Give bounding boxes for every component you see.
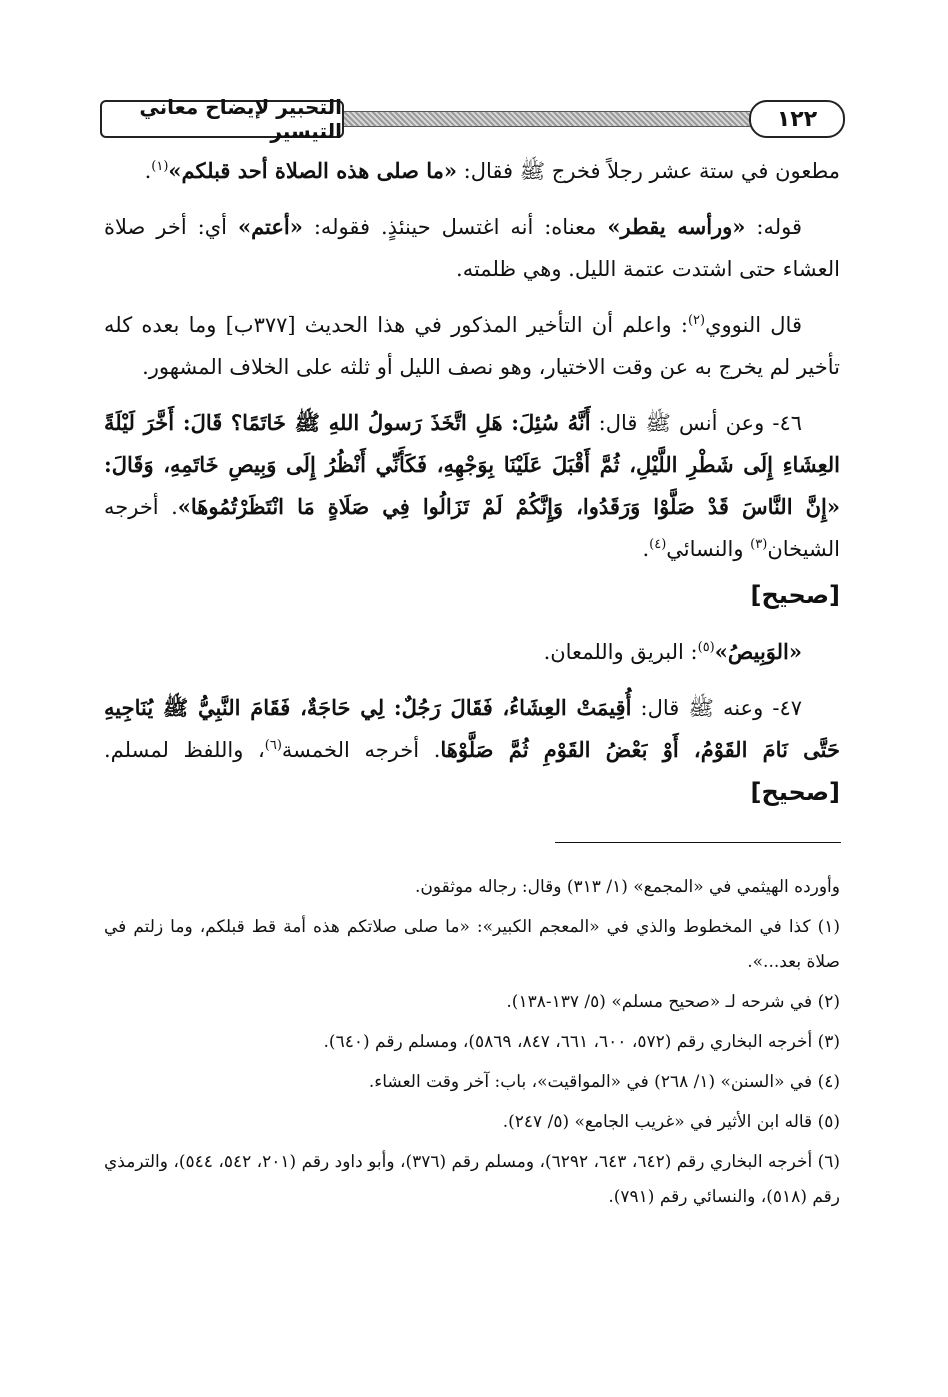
header-ornament-band xyxy=(340,111,750,127)
footnote-ref: (٦) xyxy=(264,738,282,753)
grade-sahih: [صحيح] xyxy=(750,581,840,609)
footnotes xyxy=(104,870,840,1220)
definition: «الوَبِيصُ»$^{(٥)}$: البريق واللمعان. xyxy=(543,639,802,664)
hadith-text: أَنَّهُ سُئِلَ: هَلِ اتَّخَذَ رَسولُ اللهِ ﷺ خَاتَمًا؟ قَالَ: أَخَّرَ لَيْلَةً العِشَاءِ إِلَى شَطْرِ اللَّيْلِ، ثُمَّ أَقْبَلَ عَلَيْنَا بِوَجْهِهِ، فَكَأَنِّي أَنْظُرُ إِلَى وَبِيصِ خَاتَمِهِ، وَقَالَ: «إِنَّ النَّاسَ قَدْ صَلَّوْا وَرَقَدُوا، وَإِنَّكُمْ لَمْ تَزَالُوا فِي صَلَاةٍ مَا انْتَظَرْتُمُوهَا» xyxy=(104,410,840,519)
footnote-5: (٥) قاله ابن الأثير في «غريب الجامع» (٥/ ٢٤٧). xyxy=(502,1112,840,1132)
footnote-2: (٢) في شرحه لـ «صحيح مسلم» (٥/ ١٣٧-١٣٨). xyxy=(506,992,840,1012)
footnote-separator xyxy=(555,842,841,843)
grade-sahih: [صحيح] xyxy=(750,778,840,806)
paragraph-3: قال النووي$^{(٢)}$: واعلم أن التأخير المذكور في هذا الحديث [٣٧٧ب] وما بعده كله تأخير لم يخرج به عن وقت الاختيار، وهو نصف الليل أو ثلثه على الخلاف المشهور. xyxy=(104,313,840,379)
hadith-46: ٤٦- وعن أنس ﷺ قال: أَنَّهُ سُئِلَ: هَلِ اتَّخَذَ رَسولُ اللهِ ﷺ خَاتَمًا؟ قَالَ: أَخَّرَ لَيْلَةً العِشَاءِ إِلَى شَطْرِ اللَّيْلِ، ثُمَّ أَقْبَلَ عَلَيْنَا بِوَجْهِهِ، فَكَأَنِّي أَنْظُرُ إِلَى وَبِيصِ خَاتَمِهِ، وَقَالَ: «إِنَّ النَّاسَ قَدْ صَلَّوْا وَرَقَدُوا، وَإِنَّكُمْ لَمْ تَزَالُوا فِي صَلَاةٍ مَا انْتَظَرْتُمُوهَا». أخرجه الشيخان$^{(٣)}$ والنسائي$^{(٤)}$. xyxy=(104,410,840,561)
main-text xyxy=(104,150,840,828)
footnote-3: (٣) أخرجه البخاري رقم (٥٧٢، ٦٠٠، ٦٦١، ٨٤٧، ٥٨٦٩)، ومسلم رقم (٦٤٠). xyxy=(323,1032,840,1052)
hadith-47: ٤٧- وعنه ﷺ قال: أُقِيمَتْ العِشَاءُ، فَقَالَ رَجُلٌ: لِي حَاجَةٌ، فَقَامَ النَّبِيُّ ﷺ يُنَاجِيهِ حَتَّى نَامَ القَوْمُ، أَوْ بَعْضُ القَوْمِ ثُمَّ صَلَّوْهَا. أخرجه الخمسة$^{(٦)}$، واللفظ لمسلم. [صحيح] xyxy=(104,695,840,806)
page-number: ١٢٢ xyxy=(749,100,845,138)
footnote-continuation: وأورده الهيثمي في «المجمع» (١/ ٣١٣) وقال: رجاله موثقون. xyxy=(415,877,840,897)
footnote-ref: (٤) xyxy=(649,537,667,552)
paragraph-2: قوله: «ورأسه يقطر» معناه: أنه اغتسل حينئذٍ. فقوله: «أعتم» أي: أخر صلاة العشاء حتى اشتدت عتمة الليل. وهي ظلمته. xyxy=(104,214,840,281)
paragraph-1: مطعون في ستة عشر رجلاً فخرج ﷺ فقال: «ما صلى هذه الصلاة أحد قبلكم»$^{(١)}$. xyxy=(144,158,840,183)
grade-line xyxy=(104,574,840,617)
running-title: التحبير لإيضاح معاني التيسير xyxy=(100,100,344,138)
footnote-ref: (٢) xyxy=(687,313,706,328)
footnote-4: (٤) في «السنن» (١/ ٢٦٨) في «المواقيت»، باب: آخر وقت العشاء. xyxy=(368,1072,840,1092)
footnote-ref: (٥) xyxy=(697,640,715,655)
term: «أعتم» xyxy=(237,214,303,239)
hadith-text: أُقِيمَتْ العِشَاءُ، فَقَالَ رَجُلٌ: لِي حَاجَةٌ، فَقَامَ النَّبِيُّ ﷺ يُنَاجِيهِ حَتَّى نَامَ القَوْمُ، أَوْ بَعْضُ القَوْمِ ثُمَّ صَلَّوْهَا xyxy=(104,695,840,762)
footnote-ref: (١) xyxy=(151,159,169,174)
term: «الوَبِيصُ» xyxy=(714,639,802,664)
page-header xyxy=(100,95,845,143)
footnote-6: (٦) أخرجه البخاري رقم (٦٤٢، ٦٤٣، ٦٢٩٢)، ومسلم رقم (٣٧٦)، وأبو داود رقم (٢٠١، ٥٤٢، ٥٤٤)، والترمذي رقم (٥١٨)، والنسائي رقم (٧٩١). xyxy=(104,1152,841,1207)
footnote-1: (١) كذا في المخطوط والذي في «المعجم الكبير»: «ما صلى صلاتكم هذه أمة قط قبلكم، وما زلتم في صلاة بعد...». xyxy=(104,917,840,972)
term: «ورأسه يقطر» xyxy=(607,214,746,239)
footnote-ref: (٣) xyxy=(750,537,768,552)
quote: «ما صلى هذه الصلاة أحد قبلكم» xyxy=(168,158,457,183)
